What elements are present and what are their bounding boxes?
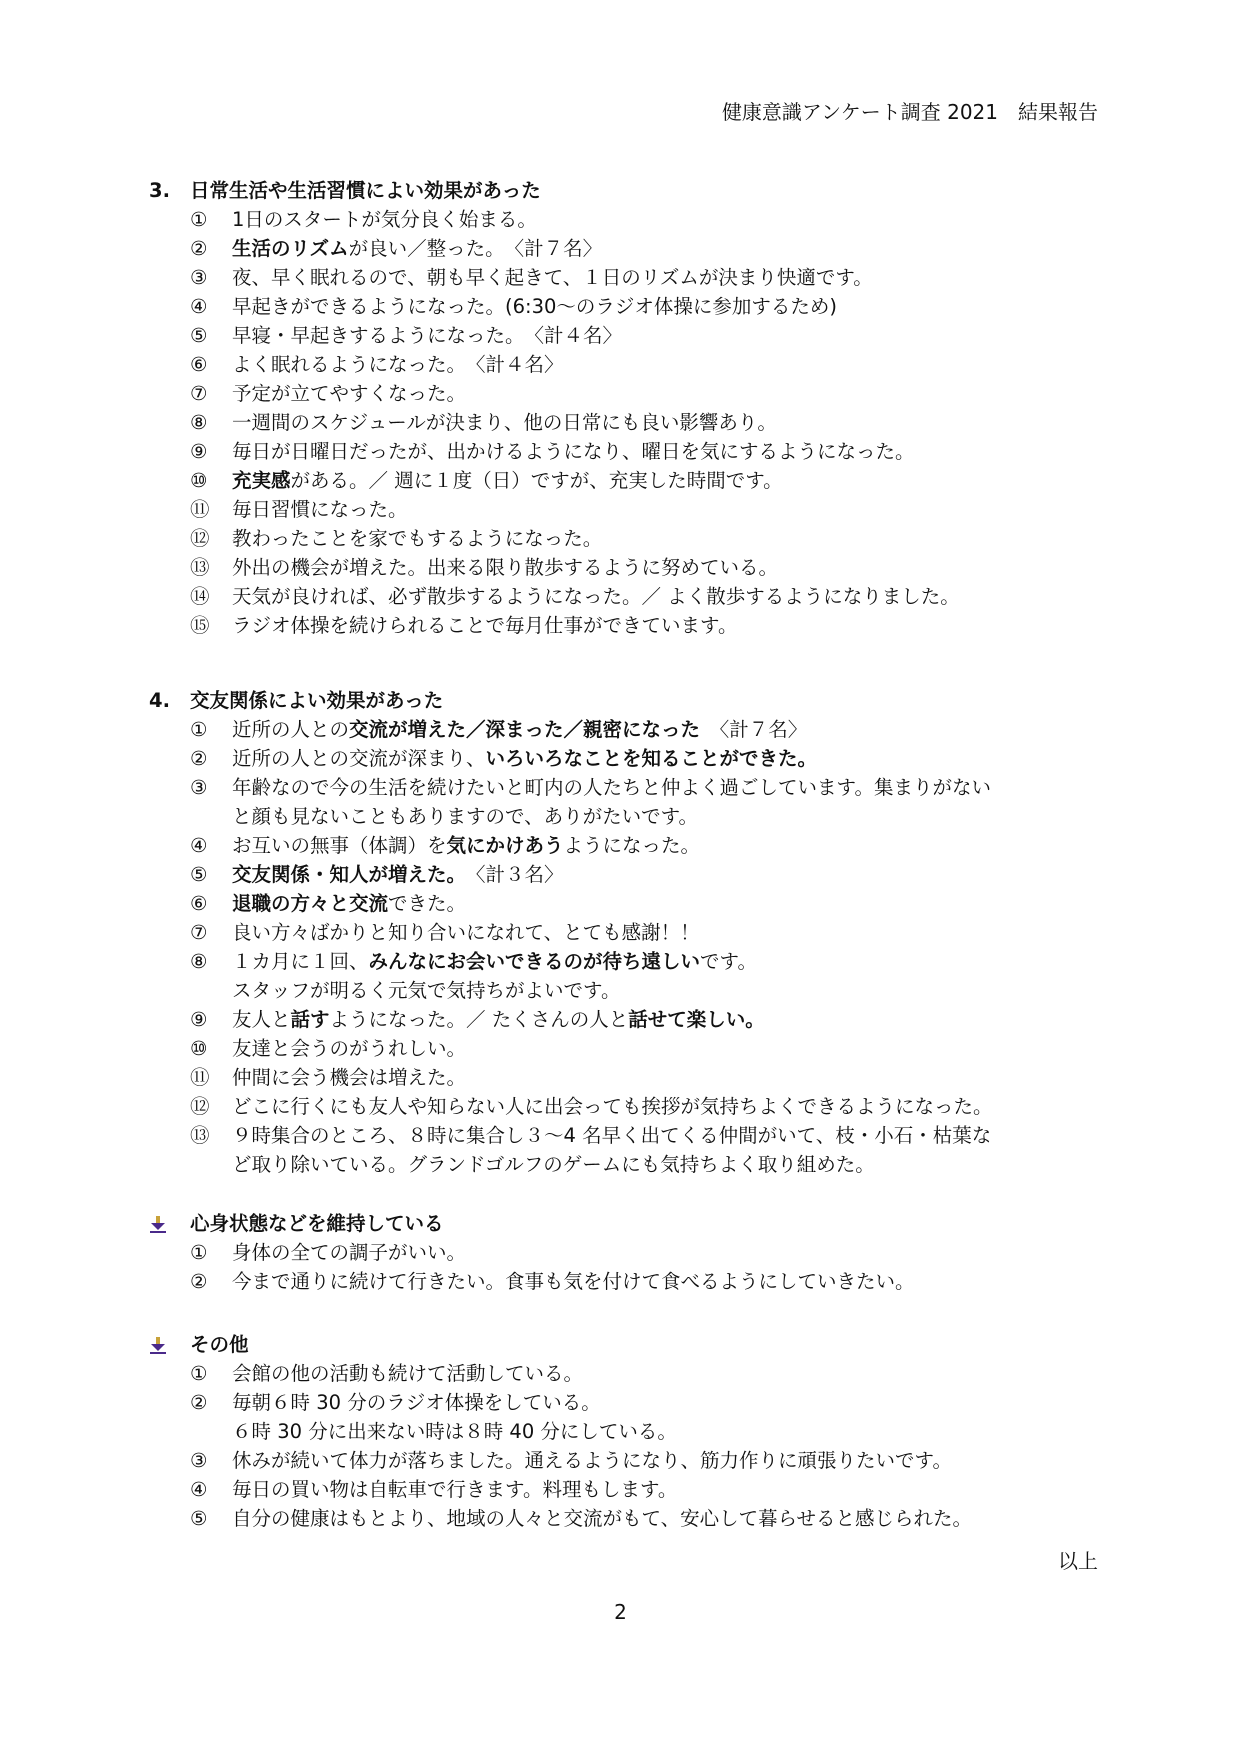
item-text: 自分の健康はもとより、地域の人々と交流がもて、安心して暮らせると感じられた。 [232,1507,973,1530]
item-text-line [232,947,1099,976]
item-number: ① [190,718,208,741]
item-number: ③ [190,1449,208,1472]
item-number: ⑧ [190,411,208,434]
item-text-line [232,350,1099,379]
item-text: と顔も見ないこともありますので、ありがたいです。 [232,805,699,828]
item-text: スタッフが明るく元気で気持ちがよいです。 [232,979,621,1002]
item-text: 天気が良ければ、必ず散歩するようになった。／ よく散歩するようになりました。 [232,585,960,608]
list-item [149,321,1099,350]
list-item [149,582,1099,611]
item-text-line [232,1238,1099,1267]
item-text: 近所の人との [232,718,350,741]
item-text-line [232,205,1099,234]
item-text-line [232,715,1099,744]
item-number: ⑫ [190,527,210,550]
item-number: ⑥ [190,353,208,376]
item-text: 〈計７名〉 [700,718,808,741]
emphasis-text: 退職の方々と交流 [232,892,389,915]
list-item [149,1504,1099,1533]
item-text: 身体の全ての調子がいい。 [232,1241,467,1264]
list-item [149,744,1099,773]
list-item [149,947,1099,1005]
item-text-line [232,553,1099,582]
item-number: ③ [190,776,208,799]
item-number: ⑮ [190,614,210,637]
list-item [149,437,1099,466]
item-text-line [232,1359,1099,1388]
item-text: ようになった。 [563,834,701,857]
item-number: ⑥ [190,892,208,915]
item-text-line [232,1417,1099,1446]
item-text-line [232,1092,1099,1121]
section-number: 4. [149,689,170,712]
closing-text: 以上 [1058,1549,1098,1573]
item-text: 一週間のスケジュールが決まり、他の日常にも良い影響あり。 [232,411,777,434]
section-maintain-condition [149,1209,1099,1296]
item-text: が良い／整った。 〈計７名〉 [348,237,603,260]
item-number: ⑭ [190,585,210,608]
item-text: 毎日習慣になった。 [232,498,408,521]
section-title-text: 心身状態などを維持している [190,1212,444,1235]
item-text: 〈計３名〉 [456,863,564,886]
list-item [149,466,1099,495]
item-text-line [232,1150,1099,1179]
item-text-line [232,1504,1099,1533]
section-title-text: その他 [190,1333,249,1356]
list-item [149,773,1099,831]
item-text-line [232,1475,1099,1504]
list-item [149,1121,1099,1179]
item-number: ① [190,1362,208,1385]
list-item [149,1034,1099,1063]
item-text: 年齢なので今の生活を続けたいと町内の人たちと仲よく過ごしています。集まりがない [232,776,991,799]
item-number: ② [190,1270,208,1293]
item-text: ６時 30 分に出来ない時は８時 40 分にしている。 [232,1420,677,1443]
item-number: ⑨ [190,440,208,463]
section-title [149,176,1099,205]
item-text: ラジオ体操を続けられることで毎月仕事ができています。 [232,614,738,637]
list-item [149,524,1099,553]
item-text: 良い方々ばかりと知り合いになれて、とても感謝！！ [232,921,700,944]
item-text-line [232,889,1099,918]
item-number: ⑪ [190,1066,210,1089]
emphasis-text: みんなにお会いできるのが待ち遠しい [368,950,701,973]
item-text-line [232,831,1099,860]
section-daily-life [149,176,1099,640]
item-text: 教わったことを家でもするようになった。 [232,527,603,550]
item-text-line [232,1063,1099,1092]
item-text-line [232,582,1099,611]
list-item [149,234,1099,263]
list-item [149,1267,1099,1296]
item-text-line [232,408,1099,437]
section-title-text: 交友関係によい効果があった [190,689,444,712]
item-text: 外出の機会が増えた。出来る限り散歩するように努めている。 [232,556,779,579]
item-text: ようになった。／ たくさんの人と [329,1008,629,1031]
emphasis-text: いろいろなことを知ることができた。 [485,747,818,770]
item-text-line [232,611,1099,640]
item-text-line [232,1005,1099,1034]
item-number: ② [190,1391,208,1414]
list-item [149,495,1099,524]
item-text-line [232,1034,1099,1063]
list-item [149,831,1099,860]
emphasis-text: 話す [290,1008,330,1031]
section-other [149,1330,1099,1533]
item-text-line [232,802,1099,831]
list-item [149,1092,1099,1121]
item-text-line [232,1267,1099,1296]
item-text-line [232,976,1099,1005]
item-text: がある。／ 週に１度（日）ですが、充実した時間です。 [290,469,783,492]
item-number: ⑪ [190,498,210,521]
item-number: ③ [190,266,208,289]
item-number: ⑦ [190,921,208,944]
item-number: ⑧ [190,950,208,973]
item-text: 早起きができるようになった。(6:30～のラジオ体操に参加するため) [232,295,838,318]
list-item [149,1238,1099,1267]
item-number: ⑫ [190,1095,210,1118]
list-item [149,889,1099,918]
item-text-line [232,860,1099,889]
item-number: ⑤ [190,1507,208,1530]
list-item [149,1475,1099,1504]
item-number: ① [190,1241,208,1264]
item-text-line [232,1388,1099,1417]
item-number: ⑨ [190,1008,208,1031]
item-text-line [232,234,1099,263]
item-text: 毎日の買い物は自転車で行きます。料理もします。 [232,1478,678,1501]
item-text: できた。 [388,892,467,915]
item-text: 夜、早く眠れるので、朝も早く起きて、１日のリズムが決まり快適です。 [232,266,873,289]
item-number: ④ [190,295,208,318]
list-item [149,350,1099,379]
section-title-text: 日常生活や生活習慣によい効果があった [190,179,541,202]
emphasis-text: 気にかけあう [446,834,564,857]
item-number: ② [190,237,208,260]
section-friendship [149,686,1099,1179]
arrow-bullet-icon [149,1215,190,1235]
list-item [149,408,1099,437]
item-text: 会館の他の活動も続けて活動している。 [232,1362,584,1385]
item-text: 毎日が日曜日だったが、出かけるようになり、曜日を気にするようになった。 [232,440,915,463]
item-text: ９時集合のところ、８時に集合し３～4 名早く出てくる仲間がいて、枝・小石・枯葉な [232,1124,992,1147]
item-text: 友達と会うのがうれしい。 [232,1037,467,1060]
list-item [149,292,1099,321]
item-text-line [232,524,1099,553]
list-item [149,553,1099,582]
item-text: お互いの無事（体調）を [232,834,447,857]
item-number: ⑦ [190,382,208,405]
emphasis-text: 話せて楽しい。 [628,1008,765,1031]
item-number: ④ [190,1478,208,1501]
list-item [149,1005,1099,1034]
item-number: ⑤ [190,324,208,347]
list-item [149,918,1099,947]
section-title [149,1209,1099,1238]
item-text: 1日のスタートが気分良く始まる。 [232,208,537,231]
item-number: ① [190,208,208,231]
item-text-line [232,263,1099,292]
item-text: 友人と [232,1008,291,1031]
emphasis-text: 生活のリズム [232,237,349,260]
list-item [149,1063,1099,1092]
page-header: 健康意識アンケート調査 2021 結果報告 [721,100,1098,124]
emphasis-text: 充実感 [232,469,291,492]
emphasis-text: 交流が増えた／深まった／親密になった [349,718,701,741]
list-item [149,263,1099,292]
item-number: ⑤ [190,863,208,886]
item-number: ⑩ [190,469,208,492]
item-text: どこに行くにも友人や知らない人に出会っても挨拶が気持ちよくできるようになった。 [232,1095,993,1118]
item-text-line [232,744,1099,773]
item-text-line [232,466,1099,495]
item-number: ⑬ [190,556,210,579]
item-text: 毎朝６時 30 分のラジオ体操をしている。 [232,1391,601,1414]
list-item [149,1388,1099,1446]
item-text: 休みが続いて体力が落ちました。通えるようになり、筋力作りに頑張りたいです。 [232,1449,952,1472]
list-item [149,860,1099,889]
list-item [149,715,1099,744]
item-number: ⑬ [190,1124,210,1147]
list-item [149,205,1099,234]
section-number: 3. [149,179,170,202]
page-number: 2 [614,1600,627,1624]
item-text-line [232,379,1099,408]
item-text-line [232,495,1099,524]
item-text: です。 [700,950,757,973]
item-text-line [232,1446,1099,1475]
item-text-line [232,292,1099,321]
item-number: ④ [190,834,208,857]
item-number: ⑩ [190,1037,208,1060]
item-text-line [232,1121,1099,1150]
emphasis-text: 交友関係・知人が増えた。 [232,863,457,886]
item-text: よく眠れるようになった。 〈計４名〉 [232,353,564,376]
item-text: 予定が立てやすくなった。 [232,382,467,405]
list-item [149,1446,1099,1475]
item-number: ② [190,747,208,770]
section-title [149,686,1099,715]
item-text: 仲間に会う機会は増えた。 [232,1066,467,1089]
list-item [149,1359,1099,1388]
item-text-line [232,918,1099,947]
item-text: ど取り除いている。グランドゴルフのゲームにも気持ちよく取り組めた。 [232,1153,875,1176]
item-text: １カ月に１回、 [232,950,369,973]
item-text-line [232,437,1099,466]
item-text: 今まで通りに続けて行きたい。食事も気を付けて食べるようにしていきたい。 [232,1270,915,1293]
item-text: 早寝・早起きするようになった。 〈計４名〉 [232,324,623,347]
item-text-line [232,321,1099,350]
section-title [149,1330,1099,1359]
arrow-bullet-icon [149,1336,190,1356]
list-item [149,611,1099,640]
item-text-line [232,773,1099,802]
item-text: 近所の人との交流が深まり、 [232,747,486,770]
list-item [149,379,1099,408]
